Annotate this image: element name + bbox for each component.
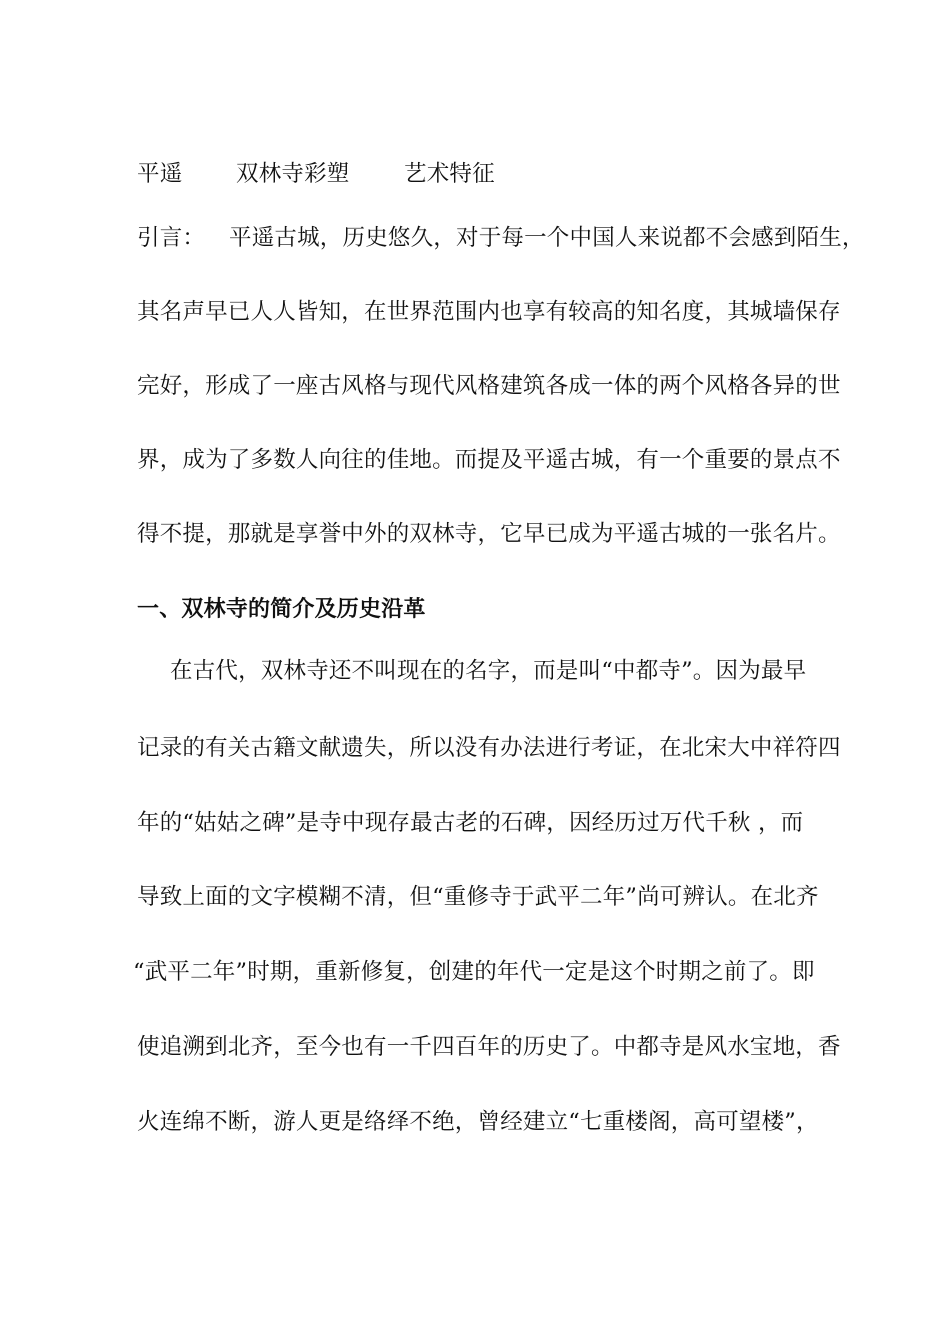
section-line-1: 在古代，双林寺还不叫现在的名字，而是叫“中都寺”。因为最早 (170, 658, 807, 684)
section-heading: 一、双林寺的简介及历史沿革 (137, 597, 426, 622)
keyword-1: 平遥 (137, 161, 183, 187)
keywords-line (137, 159, 857, 189)
section-line-2: 记录的有关古籍文献遗失，所以没有办法进行考证，在北宋大中祥符四 (137, 735, 841, 761)
intro-line-1 (137, 223, 865, 253)
keyword-2: 双林寺彩塑 (236, 161, 350, 187)
intro-text-1: 平遥古城，历史悠久，对于每一个中国人来说都不会感到陌生， (229, 225, 865, 251)
section-line-7: 火连绵不断，游人更是络绎不绝，曾经建立“七重楼阁，高可望楼”， (137, 1109, 819, 1135)
keyword-3: 艺术特征 (404, 161, 495, 187)
intro-line-4: 界，成为了多数人向往的佳地。而提及平遥古城，有一个重要的景点不 (137, 447, 841, 473)
section-line-6: 使追溯到北齐，至今也有一千四百年的历史了。中都寺是风水宝地，香 (137, 1034, 841, 1060)
intro-line-3: 完好，形成了一座古风格与现代风格建筑各成一体的两个风格各异的世 (137, 373, 841, 399)
section-line-3: 年的“姑姑之碑”是寺中现存最古老的石碑，因经历过万代千秋 ，而 (137, 810, 804, 836)
section-line-4: 导致上面的文字模糊不清，但“重修寺于武平二年”尚可辨认。在北齐 (137, 884, 819, 910)
intro-label: 引言： (137, 225, 206, 251)
intro-line-5: 得不提，那就是享誉中外的双林寺，它早已成为平遥古城的一张名片。 (137, 521, 841, 547)
section-line-5: “武平二年”时期，重新修复，创建的年代一定是这个时期之前了。即 (133, 959, 815, 985)
intro-line-2: 其名声早已人人皆知，在世界范围内也享有较高的知名度，其城墙保存 (137, 299, 841, 325)
